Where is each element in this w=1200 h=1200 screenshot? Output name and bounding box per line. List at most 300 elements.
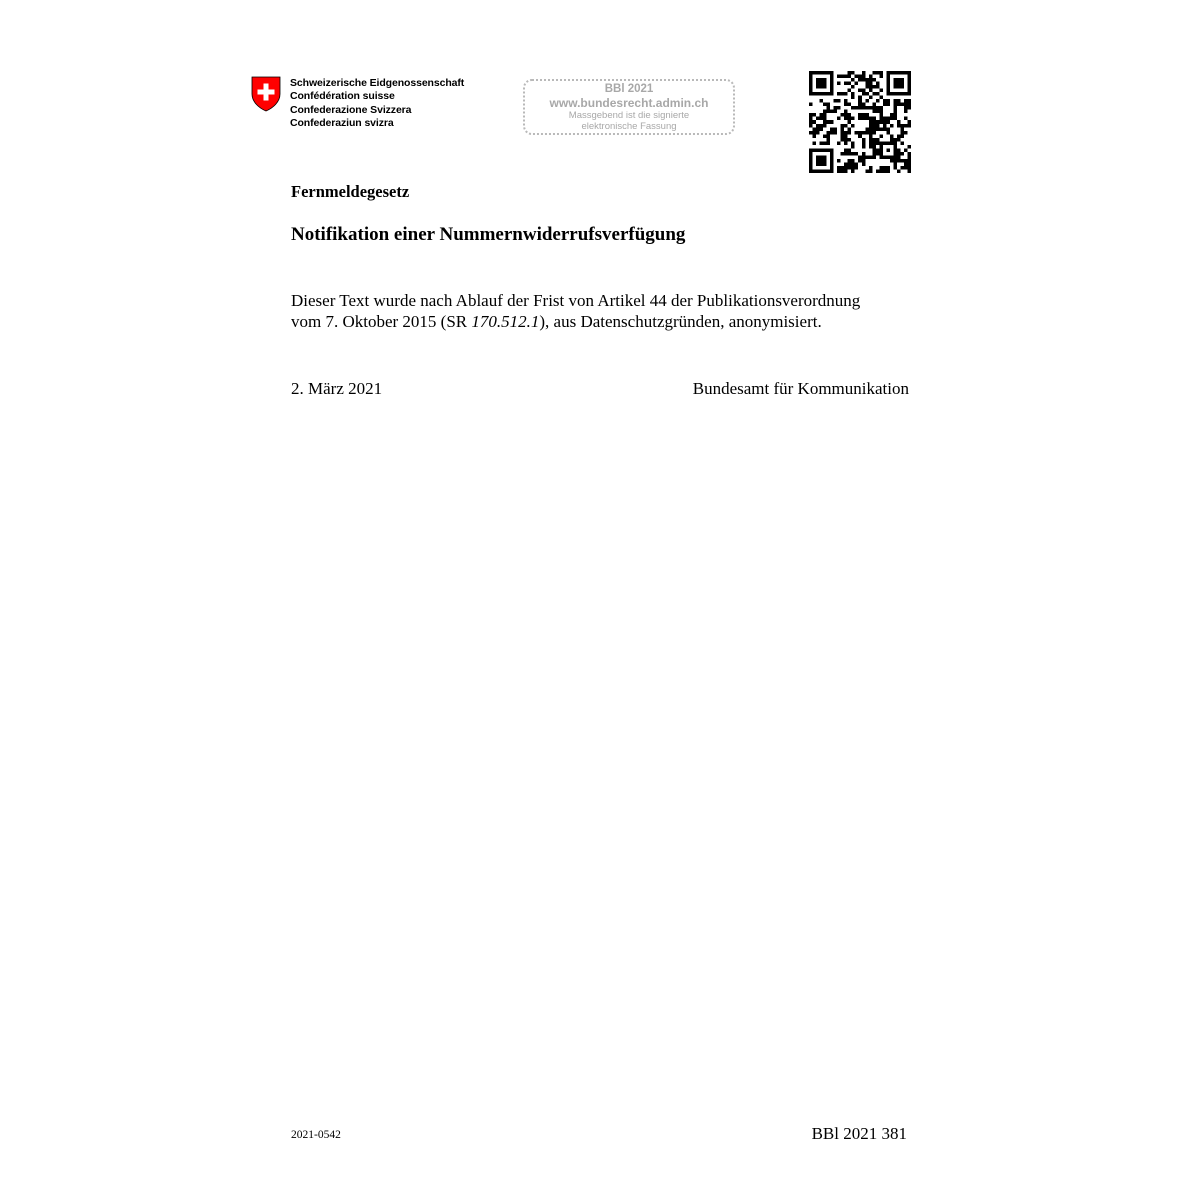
- qr-module: [872, 148, 876, 152]
- qr-module: [865, 92, 869, 96]
- qr-module: [820, 148, 824, 152]
- qr-module: [897, 159, 901, 163]
- qr-module: [855, 166, 859, 170]
- admin-name-fr: Confédération suisse: [290, 90, 395, 103]
- qr-module: [844, 99, 848, 103]
- qr-module: [886, 127, 890, 131]
- qr-module: [816, 92, 820, 96]
- qr-module: [872, 103, 876, 107]
- qr-module: [897, 71, 901, 75]
- qr-module: [823, 117, 827, 121]
- qr-module: [855, 131, 859, 135]
- qr-module: [816, 169, 820, 173]
- qr-module: [837, 99, 841, 103]
- qr-module: [858, 78, 862, 82]
- qr-module: [844, 113, 848, 117]
- qr-module: [897, 152, 901, 156]
- qr-module: [879, 113, 883, 117]
- qr-module: [862, 162, 866, 166]
- qr-module: [869, 134, 873, 138]
- qr-module: [851, 71, 855, 75]
- qr-module: [830, 120, 834, 124]
- qr-module: [841, 138, 845, 142]
- qr-module: [907, 169, 911, 173]
- qr-module: [869, 124, 873, 128]
- qr-module: [879, 75, 883, 79]
- qr-module: [858, 103, 862, 107]
- qr-module: [851, 78, 855, 82]
- qr-module: [879, 148, 883, 152]
- qr-module: [869, 166, 873, 170]
- qr-module: [869, 169, 873, 173]
- qr-module: [820, 92, 824, 96]
- qr-module: [841, 131, 845, 135]
- qr-module: [858, 159, 862, 163]
- qr-module: [823, 162, 827, 166]
- qr-module: [827, 134, 831, 138]
- qr-module: [834, 99, 838, 103]
- qr-module: [886, 155, 890, 159]
- qr-module: [844, 82, 848, 86]
- qr-module: [848, 120, 852, 124]
- qr-module: [897, 82, 901, 86]
- qr-module: [897, 148, 901, 152]
- qr-module: [837, 166, 841, 170]
- qr-module: [848, 138, 852, 142]
- qr-module: [876, 71, 880, 75]
- qr-module: [862, 75, 866, 79]
- qr-module: [837, 106, 841, 110]
- qr-module: [813, 141, 817, 145]
- qr-module: [897, 169, 901, 173]
- qr-module: [865, 106, 869, 110]
- qr-module: [865, 155, 869, 159]
- qr-module: [893, 159, 897, 163]
- qr-module: [809, 75, 813, 79]
- qr-module: [858, 99, 862, 103]
- qr-module: [830, 131, 834, 135]
- qr-module: [886, 166, 890, 170]
- qr-module: [862, 117, 866, 121]
- qr-module: [851, 162, 855, 166]
- qr-module: [809, 152, 813, 156]
- qr-module: [809, 82, 813, 86]
- qr-module: [900, 78, 904, 82]
- qr-module: [858, 134, 862, 138]
- qr-module: [848, 131, 852, 135]
- qr-module: [834, 106, 838, 110]
- qr-module: [907, 75, 911, 79]
- qr-module: [816, 85, 820, 89]
- qr-module: [844, 103, 848, 107]
- qr-module: [886, 92, 890, 96]
- qr-module: [872, 127, 876, 131]
- qr-module: [876, 127, 880, 131]
- qr-module: [897, 138, 901, 142]
- qr-module: [858, 106, 862, 110]
- paragraph-line-1: Dieser Text wurde nach Ablauf der Frist von Artikel 44 der Publikationsverordnung: [291, 291, 861, 310]
- qr-module: [890, 138, 894, 142]
- qr-module: [865, 113, 869, 117]
- qr-module: [823, 134, 827, 138]
- qr-module: [869, 78, 873, 82]
- qr-module: [900, 141, 904, 145]
- stamp-line-bbl: BBl 2021: [604, 83, 654, 95]
- qr-module: [897, 99, 901, 103]
- qr-module: [876, 141, 880, 145]
- qr-module: [876, 110, 880, 114]
- qr-module: [809, 85, 813, 89]
- qr-module: [893, 78, 897, 82]
- qr-module: [883, 155, 887, 159]
- qr-module: [851, 145, 855, 149]
- qr-module: [830, 148, 834, 152]
- qr-module: [827, 131, 831, 135]
- qr-module: [865, 131, 869, 135]
- qr-module: [865, 82, 869, 86]
- qr-module: [907, 103, 911, 107]
- publication-stamp: [523, 79, 735, 135]
- qr-module: [816, 82, 820, 86]
- qr-module: [820, 99, 824, 103]
- qr-module: [886, 117, 890, 121]
- qr-module: [841, 169, 845, 173]
- qr-module: [851, 159, 855, 163]
- qr-module: [879, 127, 883, 131]
- qr-module: [876, 85, 880, 89]
- qr-module: [830, 78, 834, 82]
- qr-module: [855, 75, 859, 79]
- qr-module: [862, 103, 866, 107]
- qr-module: [879, 71, 883, 75]
- qr-module: [893, 103, 897, 107]
- qr-module: [907, 145, 911, 149]
- qr-module: [883, 141, 887, 145]
- qr-module: [820, 117, 824, 121]
- qr-module: [893, 145, 897, 149]
- qr-module: [869, 155, 873, 159]
- qr-module: [848, 127, 852, 131]
- qr-module: [865, 85, 869, 89]
- qr-module: [893, 117, 897, 121]
- qr-module: [883, 117, 887, 121]
- qr-module: [830, 71, 834, 75]
- qr-module: [904, 92, 908, 96]
- qr-module: [830, 92, 834, 96]
- qr-module: [893, 85, 897, 89]
- qr-module: [900, 152, 904, 156]
- qr-module: [886, 103, 890, 107]
- qr-module: [841, 134, 845, 138]
- qr-module: [827, 92, 831, 96]
- qr-module: [907, 106, 911, 110]
- qr-module: [855, 82, 859, 86]
- qr-module: [876, 92, 880, 96]
- body-paragraph: [291, 290, 916, 332]
- qr-module: [844, 169, 848, 173]
- qr-module: [883, 169, 887, 173]
- qr-module: [904, 124, 908, 128]
- qr-module: [823, 78, 827, 82]
- qr-module: [872, 141, 876, 145]
- qr-module: [858, 155, 862, 159]
- qr-module: [893, 92, 897, 96]
- qr-module: [897, 103, 901, 107]
- qr-module: [897, 134, 901, 138]
- qr-module: [907, 99, 911, 103]
- qr-module: [837, 92, 841, 96]
- qr-module: [844, 124, 848, 128]
- qr-module: [848, 117, 852, 121]
- qr-module: [820, 127, 824, 131]
- qr-module: [897, 78, 901, 82]
- qr-module: [886, 148, 890, 152]
- qr-module: [837, 169, 841, 173]
- qr-module: [827, 148, 831, 152]
- qr-module: [907, 120, 911, 124]
- qr-module: [813, 169, 817, 173]
- qr-module: [837, 117, 841, 121]
- qr-module: [820, 141, 824, 145]
- qr-module: [862, 131, 866, 135]
- qr-module: [823, 82, 827, 86]
- qr-module: [809, 117, 813, 121]
- qr-module: [844, 166, 848, 170]
- qr-module: [816, 131, 820, 135]
- qr-module: [834, 110, 838, 114]
- qr-module: [904, 159, 908, 163]
- qr-module: [844, 141, 848, 145]
- qr-module: [872, 106, 876, 110]
- qr-module: [879, 152, 883, 156]
- qr-module: [893, 152, 897, 156]
- qr-module: [823, 120, 827, 124]
- qr-module: [900, 82, 904, 86]
- qr-module: [830, 166, 834, 170]
- qr-module: [823, 124, 827, 128]
- qr-module: [907, 159, 911, 163]
- qr-module: [872, 152, 876, 156]
- qr-module: [816, 71, 820, 75]
- stamp-line-url: www.bundesrecht.admin.ch: [549, 96, 709, 110]
- qr-module: [879, 96, 883, 100]
- qr-module: [823, 92, 827, 96]
- qr-module: [879, 134, 883, 138]
- qr-module: [872, 110, 876, 114]
- document-number: 2021-0542: [291, 1129, 341, 1141]
- qr-module: [907, 82, 911, 86]
- qr-module: [848, 89, 852, 93]
- qr-module: [904, 103, 908, 107]
- qr-module: [886, 141, 890, 145]
- qr-module: [897, 120, 901, 124]
- qr-module: [809, 92, 813, 96]
- qr-module: [820, 155, 824, 159]
- qr-module: [862, 159, 866, 163]
- qr-module: [904, 106, 908, 110]
- qr-module: [816, 124, 820, 128]
- qr-module: [816, 78, 820, 82]
- qr-module: [830, 127, 834, 131]
- qr-module: [841, 127, 845, 131]
- qr-module: [844, 110, 848, 114]
- qr-module: [862, 141, 866, 145]
- qr-module: [900, 124, 904, 128]
- qr-module: [900, 159, 904, 163]
- qr-module: [827, 71, 831, 75]
- qr-module: [890, 159, 894, 163]
- qr-module: [820, 71, 824, 75]
- qr-module: [890, 113, 894, 117]
- qr-module: [848, 166, 852, 170]
- qr-module: [890, 155, 894, 159]
- qr-module: [879, 166, 883, 170]
- qr-module: [830, 159, 834, 163]
- qr-module: [823, 169, 827, 173]
- qr-module: [876, 124, 880, 128]
- qr-module: [865, 127, 869, 131]
- qr-module: [879, 110, 883, 114]
- qr-module: [830, 152, 834, 156]
- qr-module: [837, 141, 841, 145]
- qr-module: [862, 155, 866, 159]
- qr-module: [872, 85, 876, 89]
- qr-module: [890, 92, 894, 96]
- qr-module: [841, 113, 845, 117]
- qr-module: [855, 152, 859, 156]
- qr-module: [830, 89, 834, 93]
- document-heading: Notifikation einer Nummernwiderrufsverfügung: [291, 224, 686, 245]
- qr-module: [869, 117, 873, 121]
- qr-module: [869, 85, 873, 89]
- qr-module: [834, 127, 838, 131]
- qr-module: [876, 106, 880, 110]
- qr-module: [855, 162, 859, 166]
- qr-module: [862, 113, 866, 117]
- qr-module: [893, 113, 897, 117]
- qr-module: [844, 148, 848, 152]
- qr-module: [816, 162, 820, 166]
- qr-module: [851, 85, 855, 89]
- qr-module: [886, 71, 890, 75]
- qr-module: [907, 124, 911, 128]
- law-title: Fernmeldegesetz: [291, 182, 410, 201]
- qr-module: [858, 75, 862, 79]
- qr-module: [886, 99, 890, 103]
- qr-module: [820, 162, 824, 166]
- qr-module: [844, 138, 848, 142]
- qr-module: [813, 134, 817, 138]
- qr-module: [823, 141, 827, 145]
- qr-module: [900, 166, 904, 170]
- qr-module: [869, 96, 873, 100]
- qr-module: [844, 134, 848, 138]
- qr-module: [851, 92, 855, 96]
- admin-name-it: Confederazione Svizzera: [290, 103, 412, 116]
- qr-module: [820, 169, 824, 173]
- qr-module: [886, 82, 890, 86]
- qr-module: [813, 71, 817, 75]
- qr-module: [869, 120, 873, 124]
- qr-module: [851, 166, 855, 170]
- qr-module: [862, 89, 866, 93]
- admin-name-rm: Confederaziun svizra: [290, 117, 394, 130]
- qr-module: [893, 148, 897, 152]
- qr-module: [900, 131, 904, 135]
- qr-module: [872, 138, 876, 142]
- qr-module: [809, 159, 813, 163]
- qr-module: [883, 124, 887, 128]
- qr-module: [865, 99, 869, 103]
- qr-module: [872, 71, 876, 75]
- qr-module: [858, 96, 862, 100]
- qr-module: [858, 131, 862, 135]
- qr-module: [879, 141, 883, 145]
- qr-module: [844, 75, 848, 79]
- qr-module: [879, 145, 883, 149]
- qr-module: [851, 117, 855, 121]
- qr-module: [907, 71, 911, 75]
- qr-module: [827, 106, 831, 110]
- qr-module: [876, 120, 880, 124]
- qr-module: [897, 155, 901, 159]
- qr-module: [883, 99, 887, 103]
- qr-module: [841, 152, 845, 156]
- qr-module: [823, 71, 827, 75]
- qr-module: [869, 141, 873, 145]
- qr-module: [827, 120, 831, 124]
- paragraph-line-2-prefix: vom 7. Oktober 2015 (SR: [291, 312, 472, 331]
- qr-module: [820, 82, 824, 86]
- qr-module: [862, 92, 866, 96]
- qr-module: [876, 148, 880, 152]
- qr-module: [858, 113, 862, 117]
- qr-module: [872, 120, 876, 124]
- qr-module: [879, 120, 883, 124]
- qr-module: [883, 103, 887, 107]
- qr-module: [869, 106, 873, 110]
- qr-module: [851, 96, 855, 100]
- qr-module: [827, 110, 831, 114]
- qr-module: [816, 127, 820, 131]
- qr-module: [837, 75, 841, 79]
- qr-module: [869, 138, 873, 142]
- qr-module: [813, 113, 817, 117]
- qr-module: [830, 75, 834, 79]
- qr-module: [872, 117, 876, 121]
- qr-module: [823, 159, 827, 163]
- qr-module: [834, 131, 838, 135]
- qr-module: [907, 85, 911, 89]
- qr-module: [813, 92, 817, 96]
- admin-name-de: Schweizerische Eidgenossenschaft: [290, 77, 465, 89]
- qr-module: [879, 169, 883, 173]
- qr-module: [869, 127, 873, 131]
- qr-module: [883, 166, 887, 170]
- qr-module: [879, 89, 883, 93]
- qr-module: [869, 75, 873, 79]
- qr-module: [886, 85, 890, 89]
- qr-module: [869, 131, 873, 135]
- qr-module: [900, 127, 904, 131]
- qr-module: [907, 155, 911, 159]
- qr-module: [890, 117, 894, 121]
- qr-module: [869, 82, 873, 86]
- qr-module: [869, 89, 873, 93]
- qr-module: [809, 103, 813, 107]
- qr-module: [907, 166, 911, 170]
- qr-module: [876, 82, 880, 86]
